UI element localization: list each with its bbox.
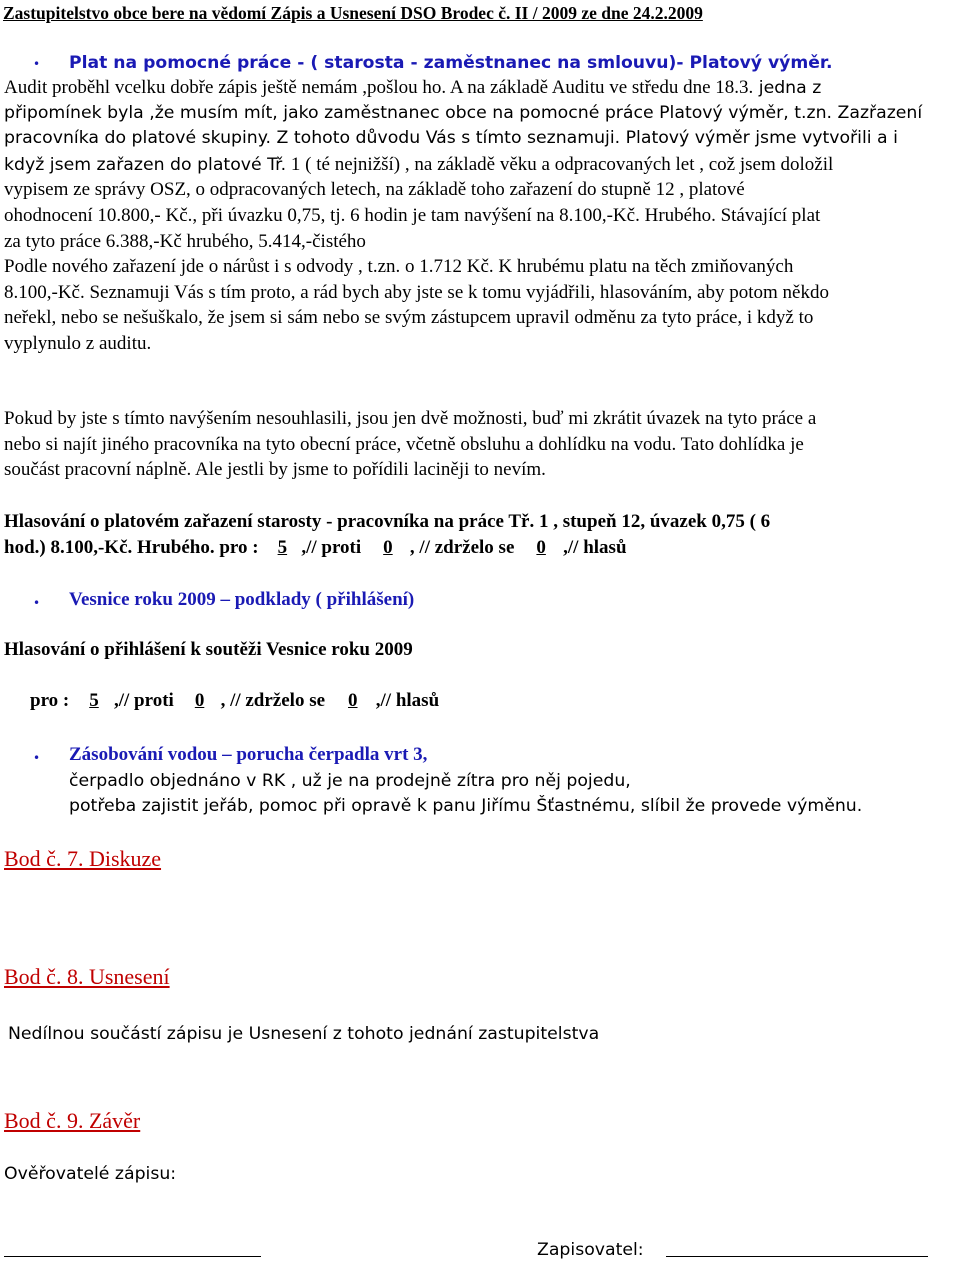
vote-village-result <box>30 690 439 712</box>
vote-abstain-label: , // zdrželo se <box>409 536 520 558</box>
vote-salary-result <box>4 535 960 561</box>
vote-against-label: ,// proti <box>301 536 366 558</box>
resolution-text: Nedílnou součástí zápisu je Usnesení z tohoto jednání zastupitelstva <box>8 1024 600 1044</box>
audit-line: neřekl, nebo se nešuškalo, že jsem si sám nebo se svým zástupcem upravil odměnu za tyto práce, i když to <box>4 307 814 329</box>
vote-against-value: 0 <box>194 690 205 711</box>
vote-for-value: 5 <box>277 536 288 558</box>
audit-line: vypisem ze správy OSZ, o odpracovaných letech, na základě toho zařazení do stupně 12 , platové <box>4 179 745 201</box>
audit-line: ohodnocení 10.800,- Kč., při úvazku 0,75, tj. 6 hodin je tam navýšení na 8.100,-Kč. Hrubého. Stávající plat <box>4 204 821 226</box>
item-water-heading: Zásobování vodou – porucha čerpadla vrt 3, <box>69 744 428 765</box>
document-header: Zastupitelstvo obce bere na vědomí Zápis a Usnesení DSO Brodec č. II / 2009 ze dne 24.2.2009 <box>3 3 703 23</box>
verifiers-label: Ověřovatelé zápisu: <box>4 1164 177 1184</box>
vote-salary-title: Hlasování o platovém zařazení starosty - pracovníka na práce Tř. 1 , stupeň 12, úvazek 0,75 ( 6 <box>4 511 771 532</box>
water-line: potřeba zajistit jeřáb, pomoc při opravě k panu Jiřímu Šťastnému, slíbil že provede výměnu. <box>69 796 863 816</box>
audit-line: 1 ( té nejnižší) , na základě věku a odpracovaných let , což jsem doložil <box>286 153 834 175</box>
bullet-icon: • <box>33 751 41 765</box>
bullet-icon: • <box>33 57 41 71</box>
section-resolution-heading: Bod č. 8. Usnesení <box>4 964 170 989</box>
vote-for-label: pro : <box>30 690 74 711</box>
options-line: nebo si najít jiného pracovníka na tyto obecní práce, včetně obsluhu a dohlídku na vodu. Tato dohlídka je <box>4 433 804 455</box>
audit-line: jedna z <box>753 78 822 98</box>
verifier-signature-line <box>4 1256 261 1257</box>
vote-village-title: Hlasování o přihlášení k soutěži Vesnice roku 2009 <box>4 639 413 660</box>
water-line: čerpadlo objednáno v RK , už je na prodejně zítra pro něj pojedu, <box>69 771 631 791</box>
recorder-signature-line <box>666 1256 928 1257</box>
options-line: Pokud by jste s tímto navýšením nesouhlasili, jsou jen dvě možnosti, buď mi zkrátit úvazek na tyto práce a <box>4 408 817 429</box>
vote-abstain-value: 0 <box>348 690 358 711</box>
vote-votes-label: ,// hlasů <box>563 536 627 558</box>
audit-line: Podle nového zařazení jde o nárůst i s odvody , t.zn. o 1.712 Kč. K hrubému platu na těch zmiňovaných <box>4 256 794 278</box>
vote-votes-label: ,// hlasů <box>375 690 440 711</box>
section-discussion-heading: Bod č. 7. Diskuze <box>4 846 162 871</box>
vote-for-value: 5 <box>89 690 99 711</box>
options-paragraph <box>4 406 960 483</box>
section-conclusion-heading: Bod č. 9. Závěr <box>4 1108 141 1133</box>
recorder-label: Zapisovatel: <box>537 1240 644 1260</box>
vote-against-value: 0 <box>383 536 393 558</box>
item-salary-heading: Plat na pomocné práce - ( starosta - zaměstnanec na smlouvu)- Platový výměr. <box>69 53 833 73</box>
vote-abstain-value: 0 <box>536 536 546 558</box>
audit-line: Audit proběhl vcelku dobře zápis ještě nemám ,pošlou ho. A na základě Auditu ve středu dne 18.3. <box>4 77 754 98</box>
audit-paragraph <box>4 75 960 357</box>
vote-salary <box>4 509 960 560</box>
audit-line: vyplynulo z auditu. <box>4 332 152 354</box>
vote-for-label: hod.) 8.100,-Kč. Hrubého. pro : <box>4 536 264 558</box>
options-line: součást pracovní náplně. Ale jestli by jsme to pořídili laciněji to nevím. <box>4 459 546 481</box>
vote-against-label: ,// proti <box>113 690 179 711</box>
bullet-icon: • <box>33 596 41 610</box>
audit-line: pracovníka do platové skupiny. Z tohoto důvodu Vás s tímto seznamuji. Platový výměr jsme vytvořili a i <box>4 128 898 149</box>
audit-line: za tyto práce 6.388,-Kč hrubého, 5.414,-čistého <box>4 230 366 252</box>
audit-line: 8.100,-Kč. Seznamuji Vás s tím proto, a rád bych aby jste se k tomu vyjádřili, hlasováním, aby potom někdo <box>4 281 829 303</box>
item-village-heading: Vesnice roku 2009 – podklady ( přihlášení) <box>69 589 415 610</box>
vote-abstain-label: , // zdrželo se <box>220 690 330 711</box>
audit-line: když jsem zařazen do platové Tř. <box>4 154 287 175</box>
audit-line: připomínek byla ,že musím mít, jako zaměstnanec obce na pomocné práce Platový výměr, t.zn. Zazřazení <box>4 102 923 123</box>
